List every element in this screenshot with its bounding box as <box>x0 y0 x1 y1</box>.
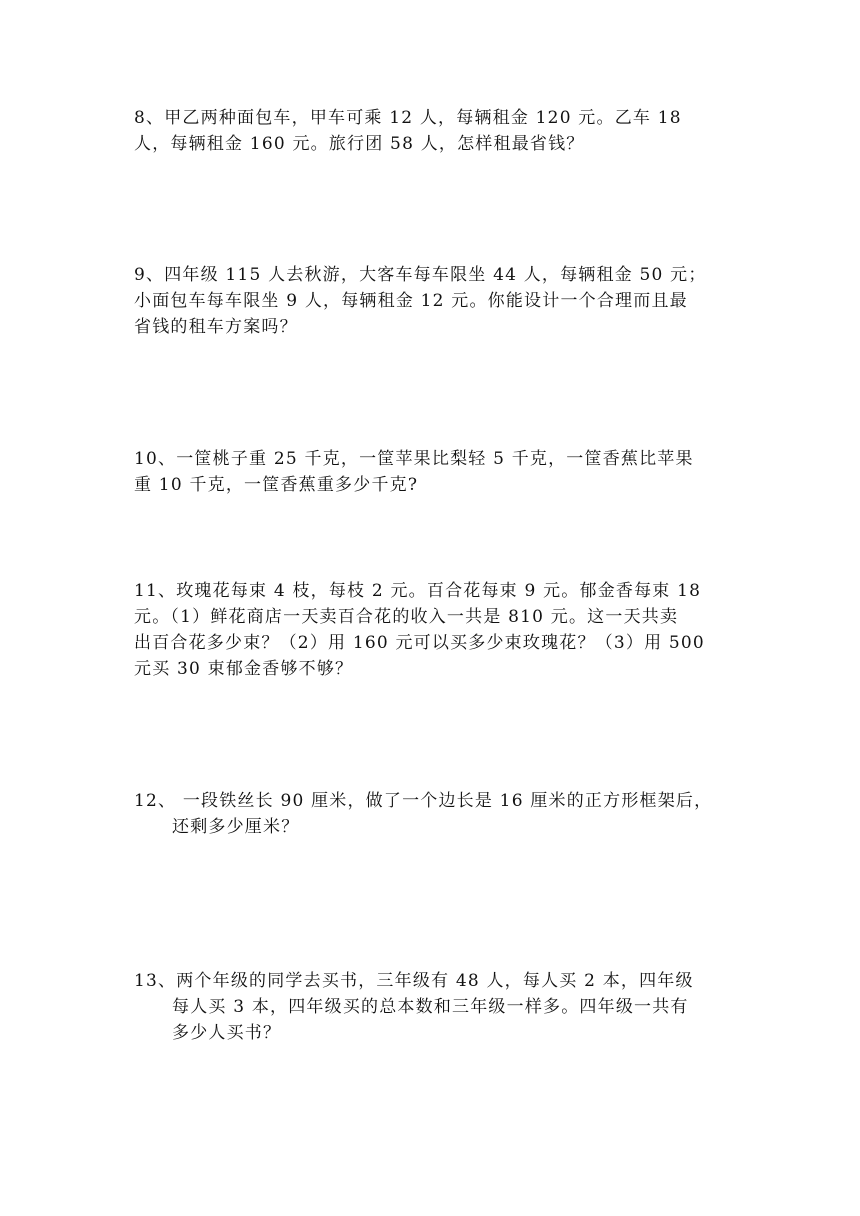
problem-8 <box>134 105 734 157</box>
problem-line: 9、四年级 115 人去秋游，大客车每车限坐 44 人，每辆租金 50 元； <box>134 265 707 285</box>
problem-line: 元。（1）鲜花商店一天卖百合花的收入一共是 810 元。这一天共卖 <box>134 607 679 627</box>
problem-line: 11、玫瑰花每束 4 枝，每枝 2 元。百合花每束 9 元。郁金香每束 18 <box>134 581 702 601</box>
problem-line: 多少人买书？ <box>172 1023 282 1043</box>
problem-12 <box>134 788 734 840</box>
problem-line: 省钱的租车方案吗？ <box>134 317 298 337</box>
problem-line: 12、 一段铁丝长 90 厘米，做了一个边长是 16 厘米的正方形框架后， <box>134 791 713 811</box>
problem-10 <box>134 446 734 498</box>
problem-line: 出百合花多少束？（2）用 160 元可以买多少束玫瑰花？（3）用 500 <box>134 633 705 653</box>
problem-line: 每人买 3 本，四年级买的总本数和三年级一样多。四年级一共有 <box>172 997 689 1017</box>
problem-line: 还剩多少厘米？ <box>172 817 300 837</box>
problem-line: 小面包车每车限坐 9 人，每辆租金 12 元。你能设计一个合理而且最 <box>134 291 688 311</box>
problem-line: 10、一筐桃子重 25 千克，一筐苹果比梨轻 5 千克，一筐香蕉比苹果 <box>134 449 694 469</box>
problem-9 <box>134 262 734 340</box>
problem-line: 8、甲乙两种面包车，甲车可乘 12 人，每辆租金 120 元。乙车 18 <box>134 108 682 128</box>
problem-line: 13、两个年级的同学去买书，三年级有 48 人，每人买 2 本，四年级 <box>134 971 694 991</box>
problem-11 <box>134 578 734 682</box>
problem-line: 重 10 千克，一筐香蕉重多少千克? <box>134 475 419 495</box>
problem-line: 元买 30 束郁金香够不够？ <box>134 659 354 679</box>
problem-line: 人，每辆租金 160 元。旅行团 58 人，怎样租最省钱？ <box>134 134 585 154</box>
problem-13 <box>134 968 734 1046</box>
